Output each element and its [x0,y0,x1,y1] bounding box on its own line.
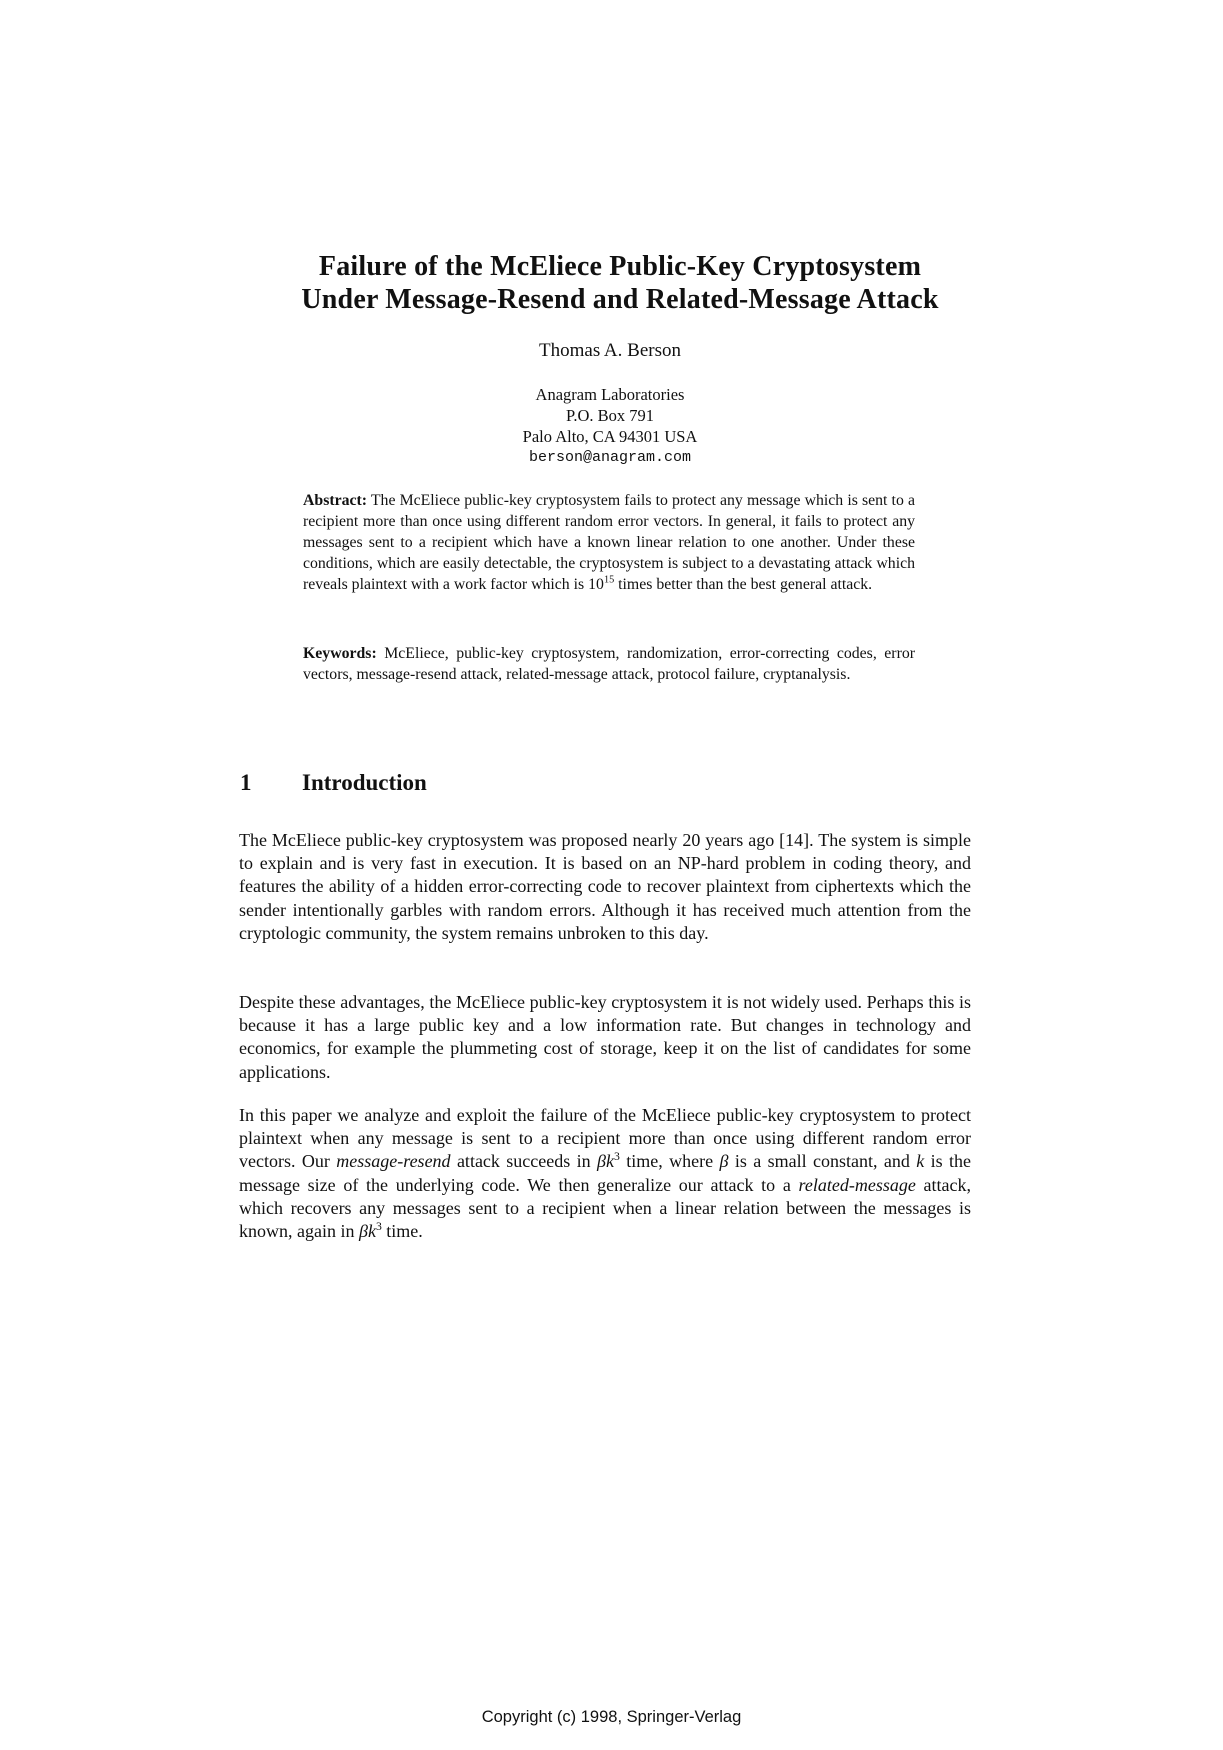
beta-symbol-3: β [358,1221,368,1242]
affiliation-city: Palo Alto, CA 94301 USA [522,427,698,446]
title-line-1: Failure of the McEliece Public-Key Cryptosystem [318,251,922,282]
keywords-text: McEliece, public-key cryptosystem, randomization, error-correcting codes, error vectors, message-resend attack, related-message attack, protocol failure, cryptanalysis. [303,645,915,683]
p3-sentence-5: is the message size of the underlying code. We then generalize our attack to a [239,1151,972,1195]
intro-paragraph-1: The McEliece public-key cryptosystem was proposed nearly 20 years ago [14]. The system is simple to explain and is very fast in execution. It is based on an NP-hard problem in coding theory, and features the ability of a hidden error-correcting code to recover plaintext from ciphertexts which the sender intentionally garbles with random errors. Although it has received much attention from the cryptologic community, the system remains unbroken to this day. [239,830,971,943]
p3-sentence-1: In this paper we analyze and exploit the failure of the McEliece public-key cryptosystem to protect plaintext when any message is sent to a recipient more than once using different random error vectors. Our [239,1105,971,1172]
keywords-label: Keywords: [303,645,377,662]
title-line-2: Under Message-Resend and Related-Message Attack [301,284,939,315]
p3-sentence-2: attack succeeds in [450,1151,598,1172]
abstract-power-exponent: 15 [603,574,615,586]
term-message-resend: message-resend [336,1151,451,1172]
section-heading-introduction [240,770,427,796]
p3-sentence-3: time, where [619,1151,720,1172]
term-related-message: related-message [798,1174,916,1195]
beta-symbol: β [597,1151,607,1172]
abstract-text-after: times better than the best general attack. [614,576,873,593]
intro-paragraph-2: Despite these advantages, the McEliece public-key cryptosystem it is not widely used. Perhaps this is because it has a large public key and a low information rate. But changes in technology and economics, for example the plummeting cost of storage, keep it on the list of candidates for some applications. [239,992,971,1082]
p3-sentence-6: attack, which recovers any messages sent to a recipient when a linear relation between the messages is known, again in [239,1174,971,1242]
abstract-label: Abstract: [303,492,368,509]
section-number: 1 [240,770,252,795]
k-symbol-2: k [916,1151,925,1172]
author-name: Thomas A. Berson [539,340,681,361]
section-title: Introduction [302,770,427,795]
k-symbol: k [606,1151,615,1172]
author-email[interactable]: berson@anagram.com [528,449,692,466]
cube-exponent-2: 3 [375,1220,382,1234]
k-symbol-3: k [367,1221,376,1242]
p3-sentence-4: is a small constant, and [728,1151,917,1172]
cube-exponent: 3 [614,1150,620,1164]
keywords [303,643,915,685]
abstract-power-base: 10 [588,576,604,593]
affiliation-box: P.O. Box 791 [565,406,655,425]
affiliation-block [410,384,810,468]
abstract-text-before: The McEliece public-key cryptosystem fails to protect any message which is sent to a recipient more than once using different random error vectors. In general, it fails to protect any messages sent to a recipient which have a known linear relation to one another. Under these conditions, which are easily detectable, the cryptosystem is subject to a devastating attack which reveals plaintext with a work factor which is [303,492,915,593]
copyright-footer: Copyright (c) 1998, Springer-Verlag [481,1708,742,1726]
beta-symbol-2: β [719,1151,729,1172]
intro-paragraph-3 [239,1104,971,1243]
p3-sentence-7: time. [381,1221,423,1242]
abstract [303,490,915,595]
affiliation-org: Anagram Laboratories [535,385,685,404]
paper-title [240,250,1000,316]
